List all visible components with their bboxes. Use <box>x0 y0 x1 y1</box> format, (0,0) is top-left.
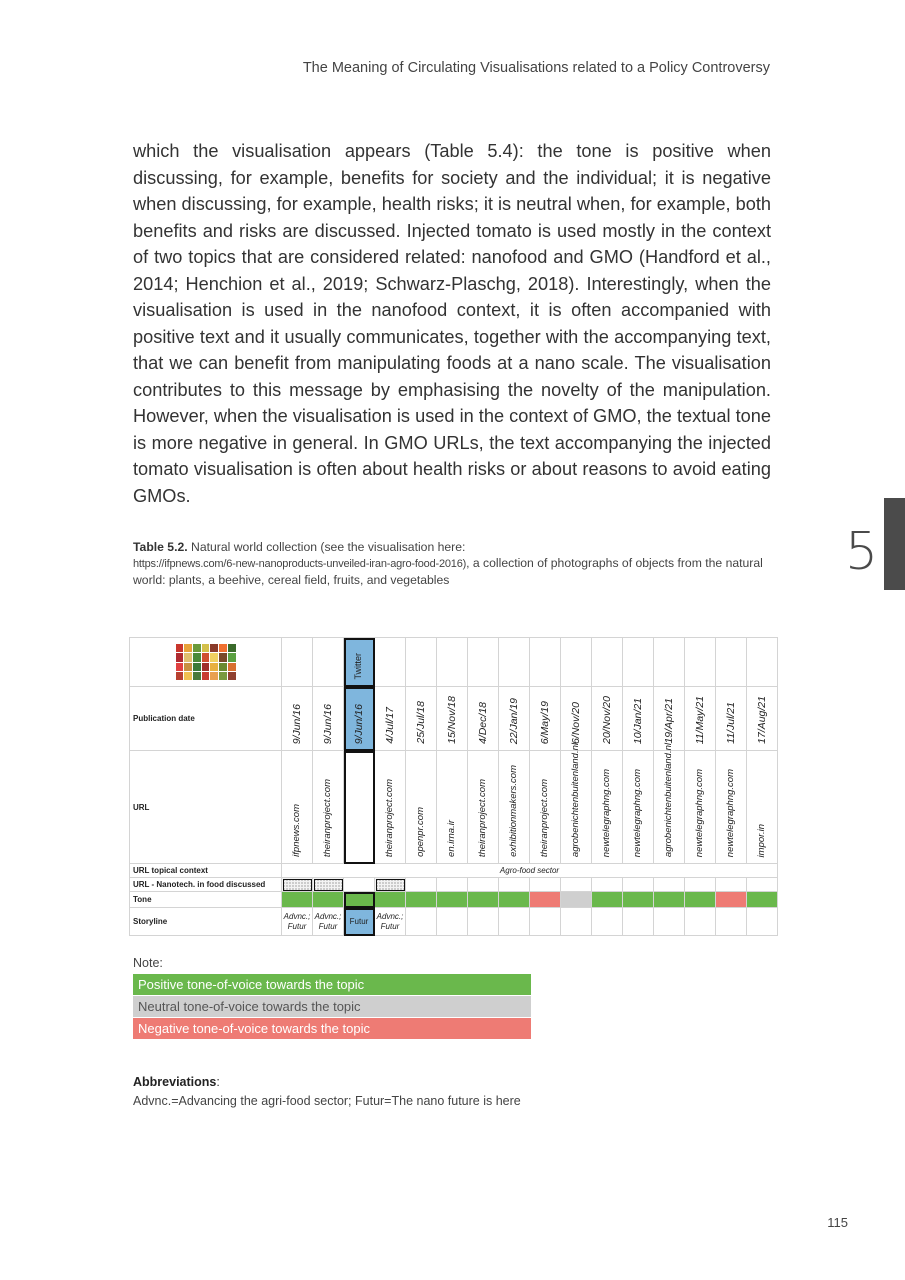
storyline-cell <box>499 908 530 936</box>
url-text: newtelegraphng.com <box>632 768 643 857</box>
publication-date: 10/Jan/21 <box>632 697 644 744</box>
tone-cell <box>313 892 344 908</box>
date-cell <box>654 687 685 751</box>
storyline-cell: Futur <box>344 908 375 936</box>
tone-cell <box>499 892 530 908</box>
url-cell <box>499 751 530 864</box>
nanotech-cell <box>685 878 716 892</box>
row-label: URL topical context <box>130 864 282 878</box>
tone-cell <box>468 892 499 908</box>
tone-cell <box>592 892 623 908</box>
header-cell <box>685 638 716 687</box>
date-cell <box>623 687 654 751</box>
url-cell <box>344 751 375 864</box>
storyline-cell: Advnc.; Futur <box>282 908 313 936</box>
nanotech-cell <box>437 878 468 892</box>
date-cell <box>499 687 530 751</box>
header-cell <box>747 638 778 687</box>
publication-date: 11/May/21 <box>694 695 706 744</box>
nanotech-cell <box>623 878 654 892</box>
nanotech-cell <box>716 878 747 892</box>
thumbnail-cell <box>130 638 282 687</box>
nanotech-cell <box>468 878 499 892</box>
header-cell <box>282 638 313 687</box>
running-header: The Meaning of Circulating Visualisations related to a Policy Controversy <box>302 60 770 76</box>
tone-cell <box>561 892 592 908</box>
nanotech-cell <box>530 878 561 892</box>
nanotech-cell <box>313 878 344 892</box>
tone-cell <box>437 892 468 908</box>
row-label: Tone <box>130 892 282 908</box>
abbreviations-text: Advnc.=Advancing the agri-food sector; Futur=The nano future is here <box>133 1094 521 1108</box>
header-cell <box>623 638 654 687</box>
nanotech-cell <box>747 878 778 892</box>
publication-date: 6/May/19 <box>539 700 551 744</box>
url-text: ifpnews.com <box>291 804 302 857</box>
nanotech-cell <box>654 878 685 892</box>
storyline-cell <box>716 908 747 936</box>
publication-date: 4/Jul/17 <box>384 707 396 744</box>
note-label: Note: <box>133 956 163 970</box>
storyline-cell <box>623 908 654 936</box>
nanotech-cell <box>406 878 437 892</box>
chapter-number: 5 <box>845 522 879 582</box>
url-text: theiranproject.com <box>322 778 333 857</box>
storyline-cell <box>561 908 592 936</box>
header-cell <box>499 638 530 687</box>
nanotech-cell <box>375 878 406 892</box>
tone-cell <box>375 892 406 908</box>
date-cell <box>282 687 313 751</box>
legend-neutral: Neutral tone-of-voice towards the topic <box>133 996 531 1017</box>
body-paragraph: which the visualisation appears (Table 5.4): the tone is positive when discussing, for example, benefits for society and the individual; it is negative when discussing, for example, health risks; it is neutral when, for example, both benefits and risks are discussed. Injected tomato is used mostly in the context of two topics that are considered related: nanofood and GMO (Handford et al., 2014; Henchion et al., 2019; Schwarz-Plaschg, 2018). Interestingly, when the visualisation is used in the nanofood context, it is often accompanied with positive text and it usually communicates, together with the accompanying text, that we can benefit from manipulating foods at a nano scale. The visualisation contributes to this message by emphasising the novelty of the manipulation. However, when the visualisation is used in the context of GMO, the textual tone is more negative in general. In GMO URLs, the text accompanying the injected tomato visualisation is often about health risks or about reasons to avoid eating GMOs. <box>133 141 771 506</box>
url-cell <box>716 751 747 864</box>
row-label: URL <box>130 751 282 864</box>
publication-date: 9/Jun/16 <box>353 703 365 744</box>
header-cell <box>406 638 437 687</box>
storyline-cell <box>530 908 561 936</box>
legend-negative: Negative tone-of-voice towards the topic <box>133 1018 531 1039</box>
date-cell <box>437 687 468 751</box>
tone-cell <box>282 892 313 908</box>
table-caption <box>133 539 773 588</box>
url-cell <box>375 751 406 864</box>
storyline-cell <box>592 908 623 936</box>
publication-date: 19/Apr/21 <box>663 698 675 744</box>
nanotech-cell <box>499 878 530 892</box>
row-label: Storyline <box>130 908 282 936</box>
abbreviations-colon: : <box>216 1075 220 1089</box>
url-text: impor.in <box>756 823 767 857</box>
natural-world-table <box>129 637 778 936</box>
storyline-cell <box>685 908 716 936</box>
header-cell <box>344 638 375 687</box>
publication-date: 6/Nov/20 <box>570 701 582 744</box>
date-cell <box>747 687 778 751</box>
header-cell <box>716 638 747 687</box>
publication-date: 25/Jul/18 <box>415 701 427 744</box>
date-cell <box>561 687 592 751</box>
header-cell <box>561 638 592 687</box>
collection-thumbnail <box>176 644 236 680</box>
legend-positive: Positive tone-of-voice towards the topic <box>133 974 531 995</box>
caption-label: Table 5.2. <box>133 540 188 554</box>
nanotech-cell <box>592 878 623 892</box>
abbreviations-heading <box>133 1075 220 1089</box>
url-cell <box>406 751 437 864</box>
url-text: agrobenichtenbuitenland.nl <box>663 742 674 857</box>
caption-text: Natural world collection (see the visualisation here: <box>187 540 466 554</box>
url-text: newtelegraphng.com <box>725 768 736 857</box>
date-cell <box>468 687 499 751</box>
date-cell <box>406 687 437 751</box>
date-cell <box>592 687 623 751</box>
url-cell <box>530 751 561 864</box>
url-text: newtelegraphng.com <box>601 768 612 857</box>
date-cell <box>716 687 747 751</box>
nanotech-row <box>130 878 778 892</box>
url-cell <box>437 751 468 864</box>
publication-date: 20/Nov/20 <box>601 696 613 744</box>
nanotech-cell <box>561 878 592 892</box>
chapter-tab <box>884 498 905 590</box>
storyline-cell: Advnc.; Futur <box>375 908 406 936</box>
url-text: openpr.com <box>415 807 426 857</box>
url-text: newtelegraphng.com <box>694 768 705 857</box>
url-cell <box>561 742 592 864</box>
url-cell <box>623 751 654 864</box>
publication-date: 4/Dec/18 <box>477 701 489 744</box>
publication-date: 15/Nov/18 <box>446 696 458 744</box>
twitter-label: Twitter <box>353 653 363 680</box>
url-text: theiranproject.com <box>384 778 395 857</box>
nanotech-cell <box>344 878 375 892</box>
url-text: theiranproject.com <box>477 778 488 857</box>
caption-url: https://ifpnews.com/6-new-nanoproducts-unveiled-iran-agro-food-2016) <box>133 558 467 570</box>
row-label: URL - Nanotech. in food discussed <box>130 878 282 892</box>
publication-date: 22/Jan/19 <box>508 697 520 744</box>
storyline-row <box>130 908 778 936</box>
storyline-cell <box>468 908 499 936</box>
tone-cell <box>685 892 716 908</box>
url-cell <box>282 751 313 864</box>
tone-cell <box>406 892 437 908</box>
url-cell <box>685 751 716 864</box>
url-cell <box>592 751 623 864</box>
storyline-cell <box>654 908 685 936</box>
row-label: Publication date <box>130 687 282 751</box>
date-cell <box>375 687 406 751</box>
publication-date-row <box>130 687 778 751</box>
url-cell <box>654 742 685 864</box>
tone-cell <box>654 892 685 908</box>
url-cell <box>313 751 344 864</box>
header-cell <box>530 638 561 687</box>
header-cell <box>437 638 468 687</box>
tone-cell <box>747 892 778 908</box>
publication-date: 9/Jun/16 <box>322 703 334 744</box>
url-text: agrobenichtenbuitenland.nl <box>570 742 581 857</box>
storyline-cell: Advnc.; Futur <box>313 908 344 936</box>
storyline-cell <box>747 908 778 936</box>
url-cell <box>747 751 778 864</box>
thumbnail-row <box>130 638 778 687</box>
header-cell <box>313 638 344 687</box>
publication-date: 9/Jun/16 <box>291 703 303 744</box>
caption-text-2: , a collection of photographs of objects from the natural world: plants, a beehive, cereal field, fruits, and vegetables <box>133 556 763 587</box>
date-cell <box>530 687 561 751</box>
tone-cell <box>344 892 375 908</box>
url-text: en.irna.ir <box>446 820 457 857</box>
header-cell <box>654 638 685 687</box>
url-row <box>130 751 778 864</box>
tone-cell <box>530 892 561 908</box>
header-cell <box>468 638 499 687</box>
url-topical-context-row <box>130 864 778 878</box>
header-cell <box>592 638 623 687</box>
nanotech-cell <box>282 878 313 892</box>
tone-cell <box>716 892 747 908</box>
date-cell <box>313 687 344 751</box>
storyline-cell <box>406 908 437 936</box>
date-cell <box>685 687 716 751</box>
tone-row <box>130 892 778 908</box>
header-cell <box>375 638 406 687</box>
url-text: exhibitionmakers.com <box>508 765 519 857</box>
abbreviations-title: Abbreviations <box>133 1075 217 1089</box>
url-text: theiranproject.com <box>539 778 550 857</box>
agro-food-sector: Agro-food sector <box>282 864 778 878</box>
url-cell <box>468 751 499 864</box>
storyline-cell <box>437 908 468 936</box>
date-cell <box>344 687 375 751</box>
page-number: 115 <box>827 1215 848 1230</box>
tone-cell <box>623 892 654 908</box>
publication-date: 17/Aug/21 <box>756 696 768 744</box>
publication-date: 11/Jul/21 <box>725 702 737 744</box>
